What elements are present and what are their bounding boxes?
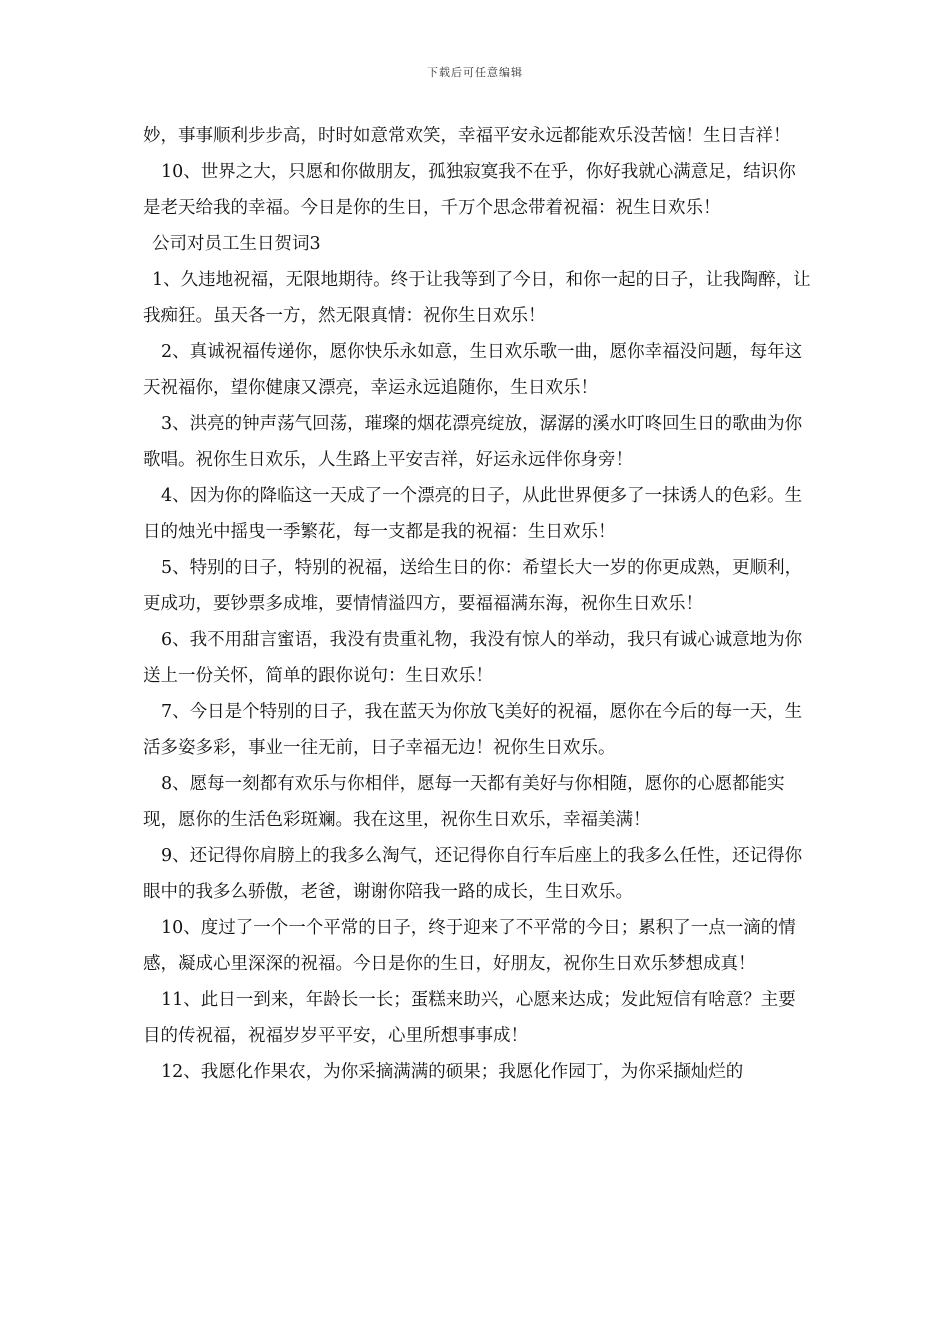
paragraph-item-4: 4、因为你的降临这一天成了一个漂亮的日子，从此世界便多了一抹诱人的色彩。生日的烛光中摇曳一季繁花，每一支都是我的祝福：生日欢乐！ bbox=[143, 486, 803, 542]
page-header: 下载后可任意编辑 bbox=[427, 66, 523, 79]
paragraph-item-8: 8、愿每一刻都有欢乐与你相伴，愿每一天都有美好与你相随，愿你的心愿都能实现，愿你的生活色彩斑斓。我在这里，祝你生日欢乐，幸福美满！ bbox=[143, 774, 785, 830]
paragraph-continuation: 妙，事事顺利步步高，时时如意常欢笑，幸福平安永远都能欢乐没苦恼！生日吉祥！ bbox=[143, 126, 791, 146]
paragraph-item-1: 1、久违地祝福，无限地期待。终于让我等到了今日，和你一起的日子，让我陶醉，让我痴狂。虽天各一方，然无限真情：祝你生日欢乐！ bbox=[143, 270, 811, 326]
paragraph-item-2: 2、真诚祝福传递你，愿你快乐永如意，生日欢乐歌一曲，愿你幸福没问题，每年这天祝福你，望你健康又漂亮，幸运永远追随你，生日欢乐！ bbox=[143, 342, 803, 398]
document-body bbox=[143, 118, 813, 1090]
paragraph-item-12: 12、我愿化作果农，为你采摘满满的硕果；我愿化作园丁，为你采撷灿烂的 bbox=[161, 1062, 744, 1082]
paragraph-item-11: 11、此日一到来，年龄长一长；蛋糕来助兴，心愿来达成；发此短信有啥意？主要目的传祝福，祝福岁岁平平安，心里所想事事成！ bbox=[143, 990, 796, 1046]
paragraph-item-5: 5、特别的日子，特别的祝福，送给生日的你：希望长大一岁的你更成熟，更顺利，更成功，要钞票多成堆，要情情溢四方，要福福满东海，祝你生日欢乐！ bbox=[143, 558, 803, 614]
paragraph-item-3: 3、洪亮的钟声荡气回荡，璀璨的烟花漂亮绽放，潺潺的溪水叮咚回生日的歌曲为你歌唱。祝你生日欢乐，人生路上平安吉祥，好运永远伴你身旁！ bbox=[143, 414, 803, 470]
paragraph-item-9: 9、还记得你肩膀上的我多么淘气，还记得你自行车后座上的我多么任性，还记得你眼中的我多么骄傲，老爸，谢谢你陪我一路的成长，生日欢乐。 bbox=[143, 846, 803, 902]
paragraph-item-10: 10、世界之大，只愿和你做朋友，孤独寂寞我不在乎，你好我就心满意足，结识你是老天给我的幸福。今日是你的生日，千万个思念带着祝福：祝生日欢乐！ bbox=[143, 162, 796, 218]
section-title: 公司对员工生日贺词3 bbox=[152, 234, 321, 254]
paragraph-item-6: 6、我不用甜言蜜语，我没有贵重礼物，我没有惊人的举动，我只有诚心诚意地为你送上一份关怀，简单的跟你说句：生日欢乐！ bbox=[143, 630, 803, 686]
paragraph-item-10b: 10、度过了一个一个平常的日子，终于迎来了不平常的今日；累积了一点一滴的情感，凝成心里深深的祝福。今日是你的生日，好朋友，祝你生日欢乐梦想成真！ bbox=[143, 918, 796, 974]
paragraph-item-7: 7、今日是个特别的日子，我在蓝天为你放飞美好的祝福，愿你在今后的每一天，生活多姿多彩，事业一往无前，日子幸福无边！祝你生日欢乐。 bbox=[143, 702, 803, 758]
